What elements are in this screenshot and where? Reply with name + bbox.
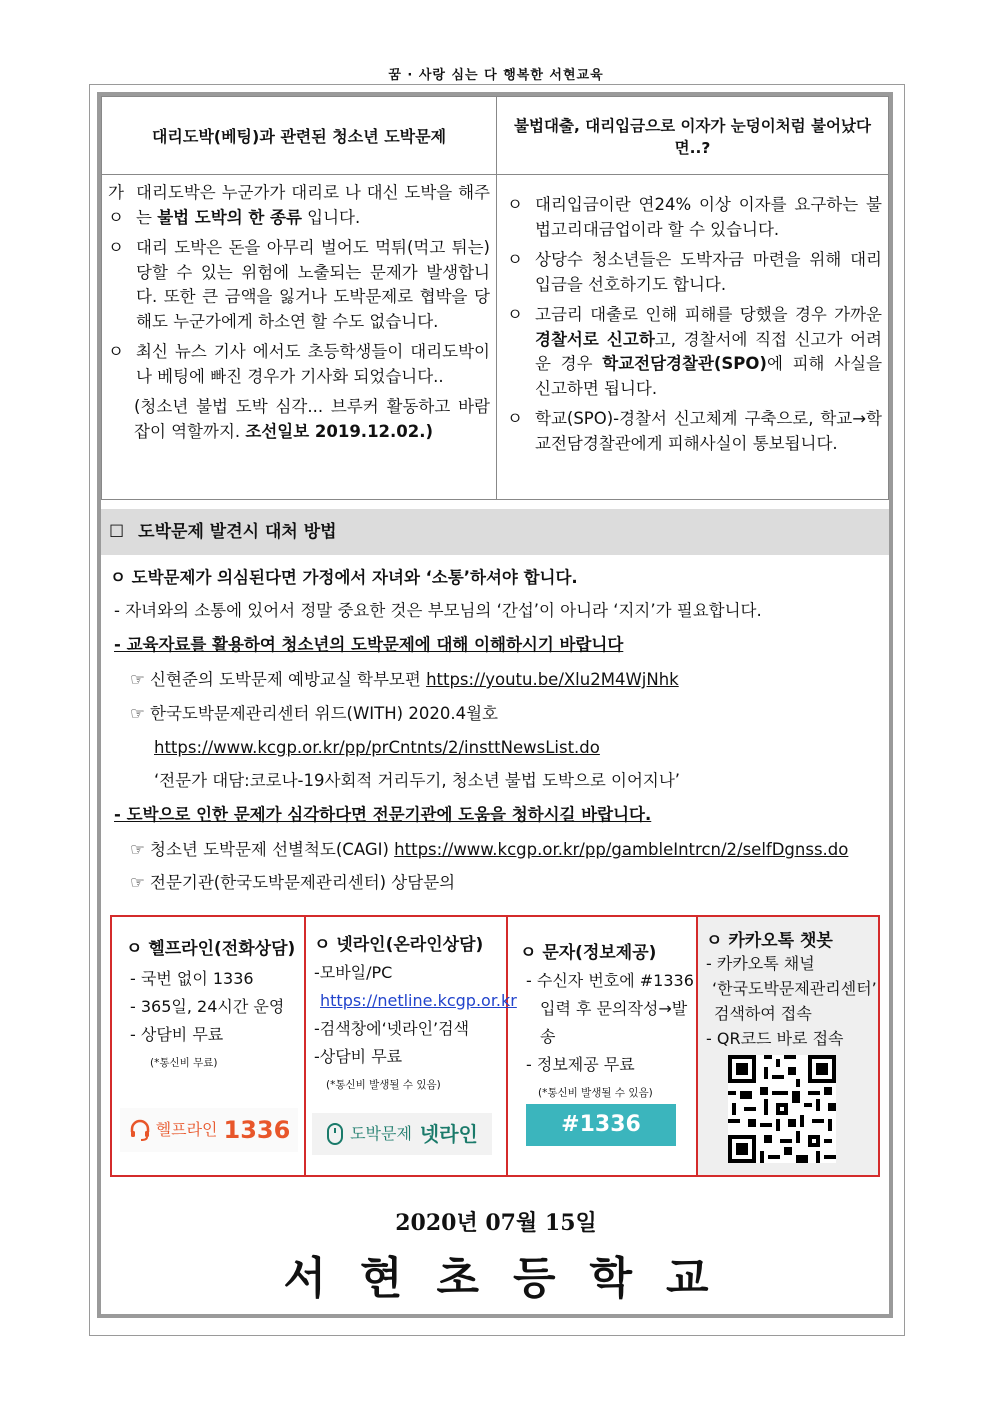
bullet: 가ㅇ bbox=[108, 183, 124, 227]
bullet: ㅇ bbox=[507, 195, 523, 214]
help-channels bbox=[110, 915, 880, 1177]
resource-3: ☞ 청소년 도박문제 선별척도(CAGI) https://www.kcgp.or.kr/pp/gambleIntrcn/2/selfDgnss.do bbox=[130, 840, 849, 859]
guidance-line-4: - 도박으로 인한 문제가 심각하다면 전문기관에 도움을 청하시길 바랍니다. bbox=[114, 805, 652, 824]
list-item: ㅇ 최신 뉴스 기사 에서도 초등학생들이 대리도박이나 베팅에 빠진 경우가 기사화 되었습니다.. bbox=[108, 340, 490, 389]
kakao-title: ㅇ 카카오톡 챗봇 bbox=[706, 931, 833, 951]
pointing-hand-icon: ☞ bbox=[130, 704, 145, 723]
cagi-link[interactable]: https://www.kcgp.or.kr/pp/gambleIntrcn/2/selfDgnss.do bbox=[394, 840, 849, 859]
pointing-hand-icon: ☞ bbox=[130, 670, 145, 689]
helpline-box: ㅇ 헬프라인(전화상담) - 국번 없이 1336 - 365일, 24시간 운영 - 상담비 무료 (*통신비 무료) 헬프라인 1336 bbox=[112, 917, 306, 1175]
mouse-icon bbox=[326, 1122, 344, 1146]
news-citation: (청소년 불법 도박 심각... 브루커 활동하고 바람잡이 역할까지. 조선일보 2019.12.02.) bbox=[134, 397, 490, 441]
left-cell bbox=[102, 175, 497, 500]
netline-badge: 도박문제 넷라인 bbox=[312, 1113, 492, 1155]
netline-title: ㅇ 넷라인(온라인상담) bbox=[314, 935, 484, 955]
resource-2-quote: ‘전문가 대담:코로나-19사회적 거리두기, 청소년 불법 도박으로 이어지나’ bbox=[154, 771, 681, 790]
youtube-link[interactable]: https://youtu.be/Xlu2M4WjNhk bbox=[426, 670, 679, 689]
resource-2-link bbox=[154, 736, 600, 760]
table-header-right: 불법대출, 대리입금으로 이자가 눈덩이처럼 불어났다면..? bbox=[497, 97, 889, 175]
list-item: ㅇ 대리입금이란 연24% 이상 이자를 요구하는 불법고리대금업이라 할 수 있습니다. bbox=[507, 193, 882, 242]
list-item: 가ㅇ 대리도박은 누군가가 대리로 나 대신 도박을 해주는 불법 도박의 한 종류 입니다. bbox=[108, 181, 490, 230]
qr-code-icon[interactable] bbox=[728, 1055, 836, 1163]
sms-badge: #1336 bbox=[526, 1104, 676, 1146]
resource-4: ☞ 전문기관(한국도박문제관리센터) 상담문의 bbox=[130, 873, 456, 892]
section-title: ☐ 도박문제 발견시 대처 방법 bbox=[101, 509, 889, 555]
sms-box: ㅇ 문자(정보제공) - 수신자 번호에 #1336 입력 후 문의작성→발송 - 정보제공 무료 (*통신비 발생될 수 있음) #1336 bbox=[508, 917, 698, 1175]
kakao-box: ㅇ 카카오톡 챗봇 - 카카오톡 채널 ‘한국도박문제관리센터’ 검색하여 접속 - QR코드 바로 접속 bbox=[698, 917, 878, 1175]
table-header-left: 대리도박(베팅)과 관련된 청소년 도박문제 bbox=[102, 97, 497, 175]
resource-1: ☞ 신현준의 도박문제 예방교실 학부모편 https://youtu.be/Xlu2M4WjNhk bbox=[130, 670, 679, 689]
issue-date: 2020년 07월 15일 bbox=[395, 1210, 597, 1236]
bullet: ㅇ bbox=[108, 238, 124, 257]
pointing-hand-icon: ☞ bbox=[130, 873, 145, 892]
list-item: ㅇ 상당수 청소년들은 도박자금 마련을 위해 대리 입금을 선호하기도 합니다. bbox=[507, 248, 882, 297]
guidance-line-3: - 교육자료를 활용하여 청소년의 도박문제에 대해 이해하시기 바랍니다 bbox=[114, 635, 624, 654]
guidance-line-1: ㅇ 도박문제가 의심된다면 가정에서 자녀와 ‘소통’하셔야 합니다. bbox=[110, 568, 578, 587]
netline-box: ㅇ 넷라인(온라인상담) -모바일/PC https://netline.kcgp.or.kr -검색창에‘넷라인’검색 -상담비 무료 (*통신비 발생될 수 있음) 도박문제 넷라인 bbox=[306, 917, 508, 1175]
bullet: ㅇ bbox=[507, 250, 523, 269]
pointing-hand-icon: ☞ bbox=[130, 840, 145, 859]
netline-link[interactable]: https://netline.kcgp.or.kr bbox=[320, 991, 517, 1010]
helpline-badge: 헬프라인 1336 bbox=[120, 1108, 298, 1152]
guidance-line-2: - 자녀와의 소통에 있어서 정말 중요한 것은 부모님의 ‘간섭’이 아니라 ‘지지’가 필요합니다. bbox=[114, 601, 762, 620]
resource-2: ☞ 한국도박문제관리센터 위드(WITH) 2020.4월호 bbox=[130, 704, 498, 723]
bullet: ㅇ bbox=[507, 305, 523, 324]
header-motto: 꿈 · 사랑 심는 다 행복한 서현교육 bbox=[388, 68, 604, 83]
right-cell bbox=[497, 175, 889, 500]
list-item: ㅇ 학교(SPO)-경찰서 신고체계 구축으로, 학교→학교전담경찰관에게 피해사실이 통보됩니다. bbox=[507, 407, 882, 456]
school-name: 서현초등학교 bbox=[283, 1253, 743, 1304]
headset-icon bbox=[128, 1118, 152, 1142]
bullet: ㅇ bbox=[507, 409, 523, 428]
checkbox-icon: ☐ bbox=[109, 522, 125, 542]
list-item: ㅇ 대리 도박은 돈을 아무리 벌어도 먹튀(먹고 튀는) 당할 수 있는 위험에 노출되는 문제가 발생합니다. 또한 큰 금액을 잃거나 도박문제로 협박을 당해도 누군가에게 하소연 할 수도 없습니다. bbox=[108, 236, 490, 334]
sms-title: ㅇ 문자(정보제공) bbox=[520, 943, 657, 963]
helpline-title: ㅇ 헬프라인(전화상담) bbox=[126, 939, 296, 959]
list-item: ㅇ 고금리 대출로 인해 피해를 당했을 경우 가까운 경찰서로 신고하고, 경찰서에 직접 신고가 어려운 경우 학교전담경찰관(SPO)에 피해 사실을 신고하면 됩니다. bbox=[507, 303, 882, 401]
kcgp-news-link[interactable]: https://www.kcgp.or.kr/pp/prCntnts/2/insttNewsList.do bbox=[154, 738, 600, 757]
emphasis: 불법 도박의 한 종류 bbox=[157, 207, 302, 227]
bullet: ㅇ bbox=[108, 342, 124, 361]
info-table bbox=[101, 96, 889, 500]
